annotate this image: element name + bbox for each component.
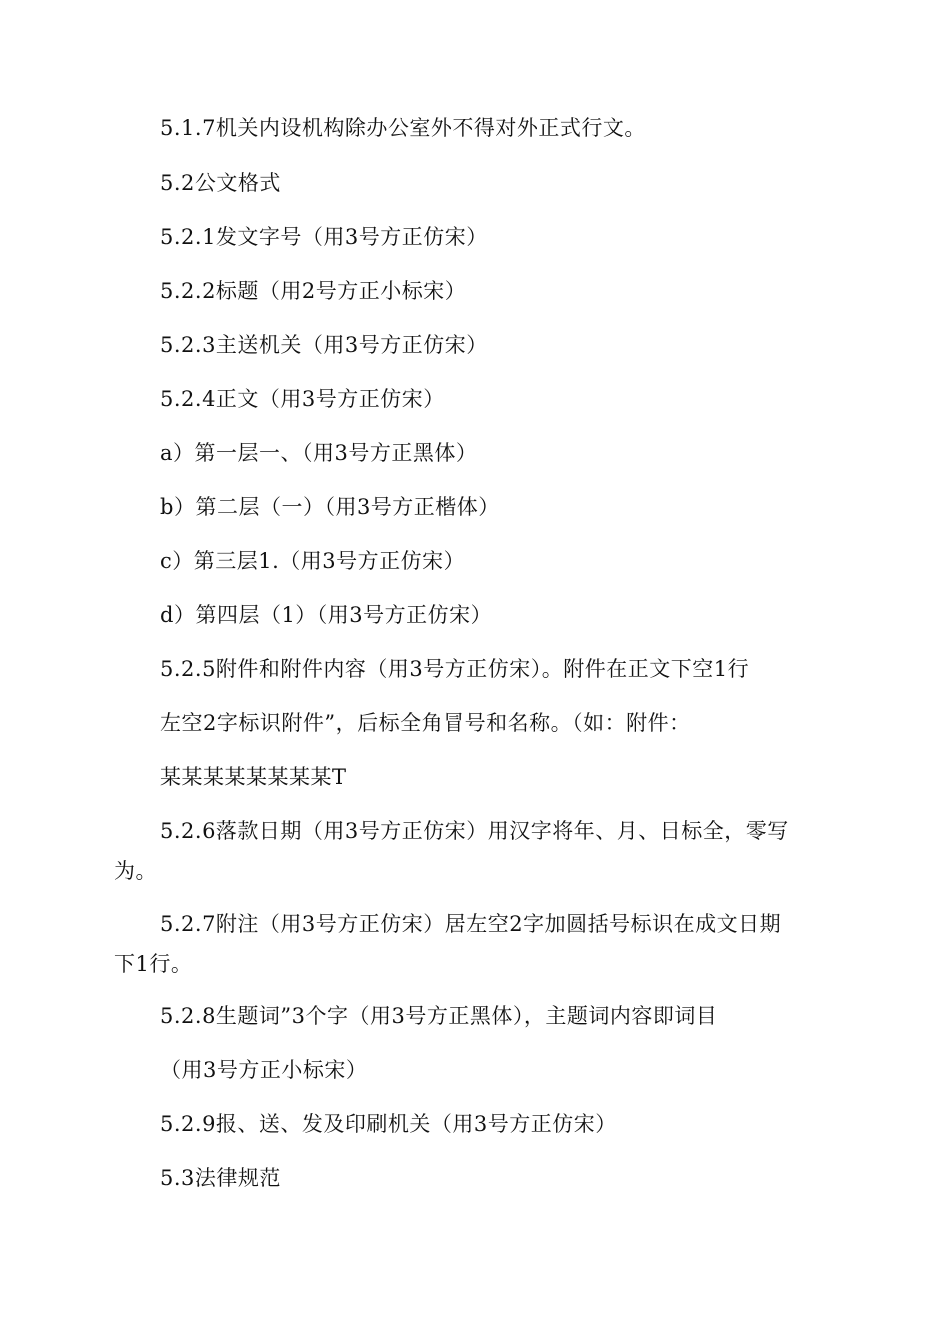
item-5-2-6-continued: 为。	[114, 859, 157, 883]
sub-item-d: d）第四层（1）（用3号方正仿宋）	[160, 603, 493, 627]
paragraph-5-1-7: 5.1.7机关内设机构除办公室外不得对外正式行文。	[160, 116, 646, 140]
sub-item-c: c）第三层1.（用3号方正仿宋）	[160, 549, 466, 573]
sub-item-a: a）第一层一、（用3号方正黑体）	[160, 441, 478, 465]
item-5-2-5-continued: 左空2字标识附件”，后标全角冒号和名称。（如：附件：	[160, 711, 691, 735]
item-5-2-7-continued: 下1行。	[114, 952, 193, 976]
item-5-2-5: 5.2.5附件和附件内容（用3号方正仿宋）。附件在正文下空1行	[160, 657, 750, 681]
item-5-2-6: 5.2.6落款日期（用3号方正仿宋）用汉字将年、月、日标全，零写	[160, 819, 789, 843]
item-5-2-9: 5.2.9报、送、发及印刷机关（用3号方正仿宋）	[160, 1112, 617, 1136]
heading-5-3: 5.3法律规范	[160, 1166, 281, 1190]
item-5-2-4: 5.2.4正文（用3号方正仿宋）	[160, 387, 445, 411]
item-5-2-1: 5.2.1发文字号（用3号方正仿宋）	[160, 225, 488, 249]
sub-item-b: b）第二层（一）（用3号方正楷体）	[160, 495, 500, 519]
item-5-2-8: 5.2.8生题词”3个字（用3号方正黑体），主题词内容即词目	[160, 1004, 718, 1028]
item-5-2-2: 5.2.2标题（用2号方正小标宋）	[160, 279, 467, 303]
heading-5-2: 5.2公文格式	[160, 171, 281, 195]
item-5-2-8-continued: （用3号方正小标宋）	[160, 1058, 368, 1082]
item-5-2-5-example: 某某某某某某某某T	[160, 765, 347, 789]
item-5-2-3: 5.2.3主送机关（用3号方正仿宋）	[160, 333, 488, 357]
item-5-2-7: 5.2.7附注（用3号方正仿宋）居左空2字加圆括号标识在成文日期	[160, 912, 782, 936]
